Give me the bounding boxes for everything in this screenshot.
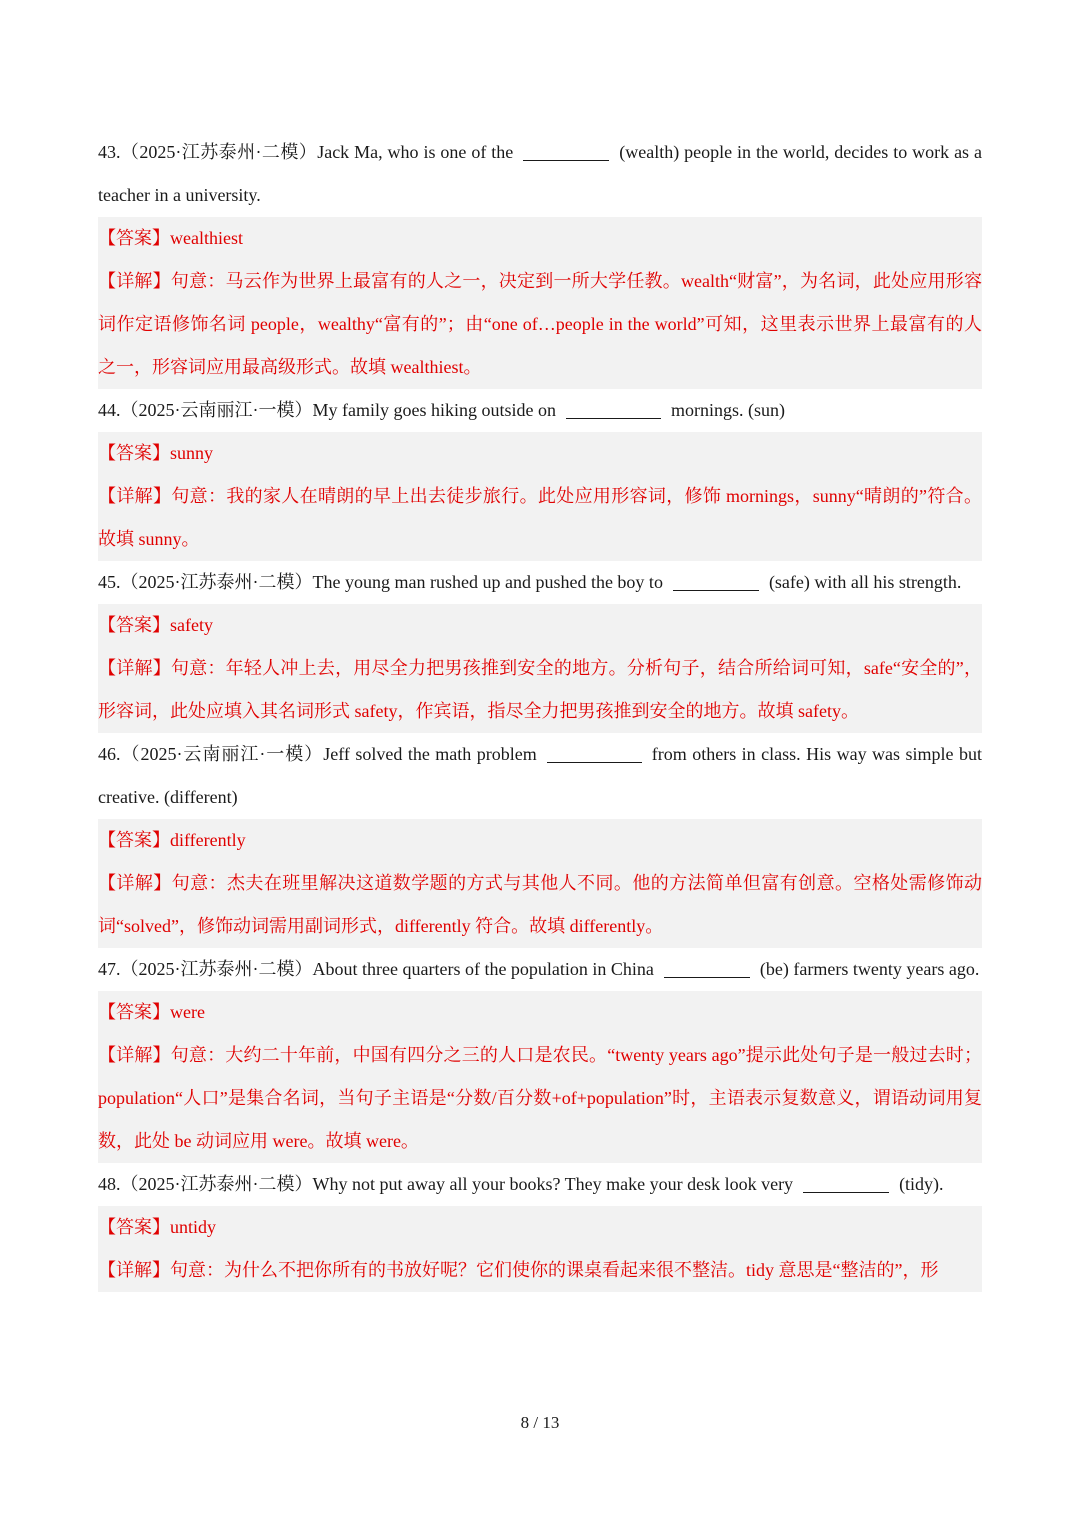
detail-text: 【详解】句意：我的家人在晴朗的早上出去徒步旅行。此处应用形容词，修饰 mornings，sunny“晴朗的”符合。故填 sunny。 (98, 486, 983, 549)
answer-line: 【答案】differently (98, 830, 246, 850)
question-block (98, 1163, 982, 1292)
page-number: 8 / 13 (520, 1413, 560, 1432)
answer-blank (547, 744, 642, 763)
question-block (98, 389, 982, 561)
answer-line: 【答案】wealthiest (98, 228, 243, 248)
answer-box (98, 217, 982, 389)
answer-box (98, 991, 982, 1163)
answer-line: 【答案】untidy (98, 1217, 217, 1237)
detail-text: 【详解】句意：马云作为世界上最富有的人之一，决定到一所大学任教。wealth“财富”，为名词，此处应用形容词作定语修饰名词 people，wealthy“富有的”；由“one of…people in the world”可知，这里表示世界上最富有的人之一，形容词应用最高级形式。故填 wealthiest。 (98, 271, 982, 377)
answer-blank (673, 572, 759, 591)
question-block (98, 561, 982, 733)
detail-text: 【详解】句意：为什么不把你所有的书放好呢？它们使你的课桌看起来很不整洁。tidy 意思是“整洁的”，形 (98, 1260, 939, 1280)
answer-blank (523, 142, 609, 161)
question-text: 43.（2025·江苏泰州·二模）Jack Ma, who is one of the (wealth) people in the world, decides to work as a teacher in a university. (98, 142, 982, 205)
question-text: 48.（2025·江苏泰州·二模）Why not put away all your books? They make your desk look very (tidy). (98, 1174, 944, 1194)
question-text: 46.（2025·云南丽江·一模）Jeff solved the math problem from others in class. His way was simple but creative. (different) (98, 744, 983, 807)
question-block (98, 948, 982, 1163)
question-text: 47.（2025·江苏泰州·二模）About three quarters of the population in China (be) farmers twenty years ago. (98, 959, 980, 979)
question-text: 45.（2025·江苏泰州·二模）The young man rushed up and pushed the boy to (safe) with all his strength. (98, 572, 962, 592)
detail-text: 【详解】句意：年轻人冲上去，用尽全力把男孩推到安全的地方。分析句子，结合所给词可知，safe“安全的”，形容词，此处应填入其名词形式 safety，作宾语，指尽全力把男孩推到安全的地方。故填 safety。 (98, 658, 983, 721)
answer-box (98, 432, 982, 561)
answer-blank (803, 1174, 889, 1193)
answer-line: 【答案】sunny (98, 443, 214, 463)
question-block (98, 131, 982, 389)
answer-box (98, 1206, 982, 1292)
question-text: 44.（2025·云南丽江·一模）My family goes hiking outside on mornings. (sun) (98, 400, 785, 420)
detail-text: 【详解】句意：杰夫在班里解决这道数学题的方式与其他人不同。他的方法简单但富有创意。空格处需修饰动词“solved”，修饰动词需用副词形式，differently 符合。故填 differently。 (98, 873, 982, 936)
answer-line: 【答案】were (98, 1002, 205, 1022)
document-page (98, 131, 982, 1292)
answer-line: 【答案】safety (98, 615, 213, 635)
answer-blank (566, 400, 661, 419)
answer-blank (664, 959, 750, 978)
detail-text: 【详解】句意：大约二十年前，中国有四分之三的人口是农民。“twenty years ago”提示此处句子是一般过去时；population“人口”是集合名词，当句子主语是“分数/百分数+of+population”时，主语表示复数意义，谓语动词用复数，此处 be 动词应用 were。故填 were。 (98, 1045, 982, 1151)
answer-box (98, 604, 982, 733)
question-block (98, 733, 982, 948)
answer-box (98, 819, 982, 948)
